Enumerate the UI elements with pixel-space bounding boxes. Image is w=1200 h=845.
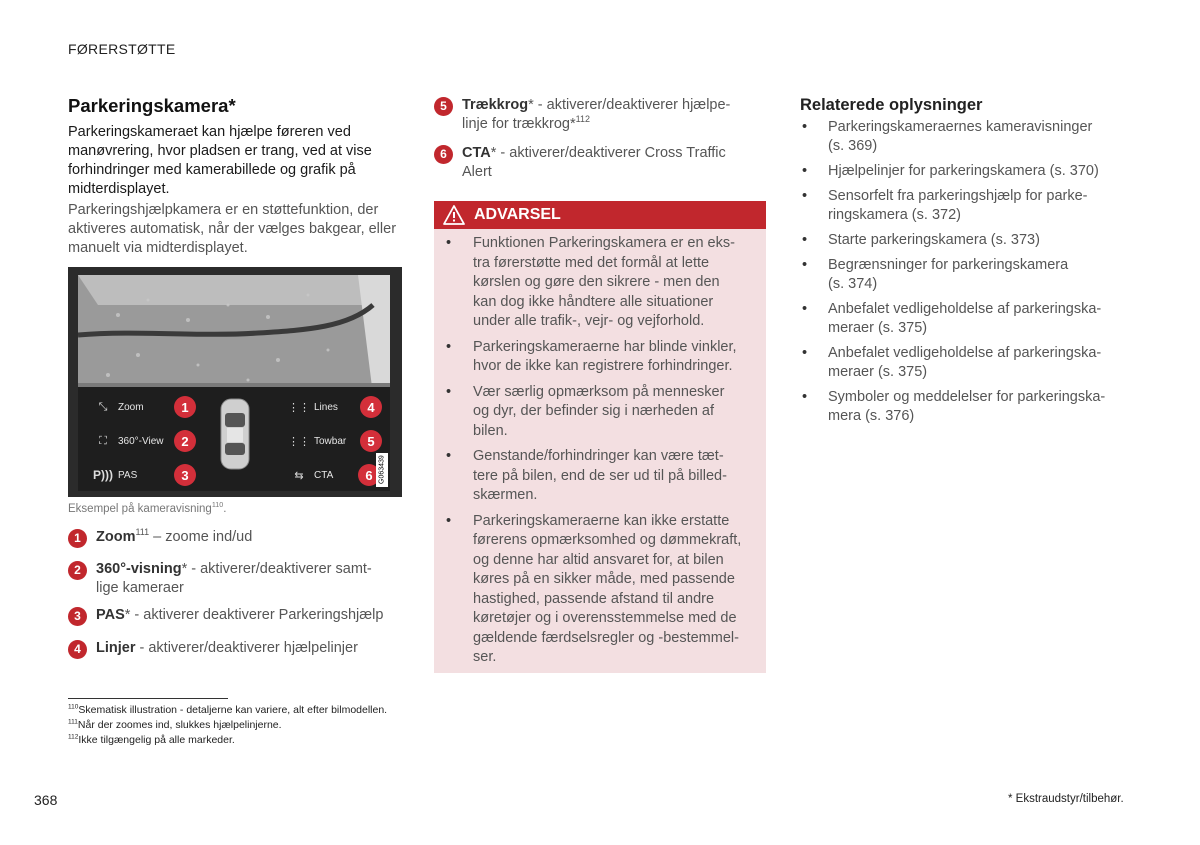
camera-lines-button[interactable]: ⋮⋮ Lines bbox=[290, 395, 390, 419]
article-body: Parkeringshjælpkamera er en støttefunktion, der aktiveres automatisk, når der vælges bakgear, eller manuelt via midterdisplayet. bbox=[68, 202, 397, 256]
guide-lines-icon: ⋮⋮ bbox=[288, 401, 310, 414]
car-top-view-icon bbox=[218, 397, 252, 471]
page-number: 368 bbox=[34, 792, 58, 808]
figure-caption: Eksempel på kameravisning$^{110}$. bbox=[68, 501, 227, 515]
camera-360-view-button[interactable]: ⛶ 360°-View bbox=[94, 429, 194, 453]
footnote-110: $^{110}$Skematisk illustration - detaljerne kan variere, alt efter bilmodellen. bbox=[68, 703, 388, 716]
warning-item: • Vær særlig opmærksom på mennesker og dyr, der befinder sig i nærheden af bilen. bbox=[446, 383, 758, 442]
camera-callout-3: 3 bbox=[174, 464, 196, 486]
warning-heading: ADVARSEL bbox=[474, 206, 561, 223]
related-info-title: Relaterede oplysninger bbox=[800, 96, 983, 114]
list-item: 4 Linjer - aktiverer/deaktiverer hjælpelinjer bbox=[68, 639, 398, 659]
footnote-ref-112[interactable]: 112 bbox=[575, 114, 590, 125]
camera-view bbox=[78, 275, 390, 395]
parking-sensor-icon: P))) bbox=[93, 468, 113, 482]
camera-road-image bbox=[78, 275, 390, 395]
article-intro bbox=[68, 95, 398, 258]
number-badge: 5 bbox=[434, 97, 453, 116]
camera-cta-button[interactable]: ⇆ CTA bbox=[290, 463, 390, 487]
related-link[interactable]: • Parkeringskameraernes kameravisninger (s. 369) bbox=[800, 118, 1130, 156]
list-item: 5 Trækkrog* - aktiverer/deaktiverer hjælpe- linje for trækkrog*$^{112}$ bbox=[434, 96, 764, 134]
camera-button-panel bbox=[78, 387, 390, 491]
footnote-ref-110[interactable]: 110 bbox=[211, 501, 224, 510]
list-item: 6 CTA* - aktiverer/deaktiverer Cross Traffic Alert bbox=[434, 144, 764, 182]
car-360-icon: ⛶ bbox=[99, 434, 107, 447]
number-badge: 4 bbox=[68, 640, 87, 659]
footnote-111: $^{111}$Når der zoomes ind, slukkes hjælpelinjerne. bbox=[68, 718, 282, 731]
article-lead: Parkeringskameraet kan hjælpe føreren ved manøvrering, hvor pladsen er trang, ved at vise forhindringer med kamerabillede og grafik på midterdisplayet. bbox=[68, 124, 372, 197]
related-link[interactable]: • Hjælpelinjer for parkeringskamera (s. 370) bbox=[800, 162, 1130, 181]
number-badge: 6 bbox=[434, 145, 453, 164]
list-item: 1 Zoom$^{111}$ – zoome ind/ud bbox=[68, 528, 398, 548]
camera-callout-2: 2 bbox=[174, 430, 196, 452]
related-link[interactable]: • Sensorfelt fra parkeringshjælp for parke- ringskamera (s. 372) bbox=[800, 187, 1130, 225]
related-link[interactable]: • Begrænsninger for parkeringskamera (s. 374) bbox=[800, 256, 1130, 294]
towbar-icon: ⋮⋮ bbox=[288, 435, 310, 448]
list-item: 2 360°-visning* - aktiverer/deaktiverer samt- lige kameraer bbox=[68, 560, 398, 598]
footnote-ref-111[interactable]: 111 bbox=[135, 527, 150, 538]
related-link[interactable]: • Anbefalet vedligeholdelse af parkeringska- meraer (s. 375) bbox=[800, 300, 1130, 338]
warning-item: • Funktionen Parkeringskamera er en eks- tra førerstøtte med det formål at lette kørslen og gøre den sikrere - men den kan dog ikke håndtere alle situationer under alle trafik-, vejr- og vejforhold. bbox=[446, 234, 758, 332]
warning-triangle-icon bbox=[434, 205, 474, 225]
article-title: Parkeringskamera* bbox=[68, 95, 236, 116]
warning-item: • Parkeringskameraerne kan ikke erstatte førerens opmærksomhed og dømmekraft, og denne har altid ansvaret for, at bilen køres på en sikker måde, med passende hastighed, passende afstand til andre køretøjer og i overensstemmelse med de gældende færdselsregler og -bestemmel- ser. bbox=[446, 512, 758, 668]
number-badge: 1 bbox=[68, 529, 87, 548]
camera-towbar-button[interactable]: ⋮⋮ Towbar bbox=[290, 429, 390, 453]
related-info-list bbox=[800, 118, 1130, 432]
camera-callout-1: 1 bbox=[174, 396, 196, 418]
cross-traffic-icon: ⇆ bbox=[294, 469, 304, 482]
section-header: FØRERSTØTTE bbox=[68, 41, 176, 57]
warning-item: • Parkeringskameraerne har blinde vinkler, hvor de ikke kan registrere forhindringer. bbox=[446, 338, 758, 377]
footer-note: * Ekstraudstyr/tilbehør. bbox=[1008, 793, 1124, 805]
footnote-112: $^{112}$Ikke tilgængelig på alle markeder. bbox=[68, 733, 235, 746]
zoom-arrows-icon: ⤡ bbox=[98, 400, 108, 413]
camera-screen-illustration bbox=[68, 267, 402, 497]
number-badge: 3 bbox=[68, 607, 87, 626]
warning-list bbox=[446, 234, 758, 668]
warning-item: • Genstande/forhindringer kan være tæt- tere på bilen, end de ser ud til på billed- skærmen. bbox=[446, 447, 758, 506]
footnote-divider bbox=[68, 698, 228, 699]
number-badge: 2 bbox=[68, 561, 87, 580]
camera-pas-button[interactable]: P))) PAS bbox=[93, 468, 138, 482]
camera-callout-4: 4 bbox=[360, 396, 382, 418]
camera-zoom-button[interactable]: ⤡ Zoom bbox=[94, 395, 194, 419]
related-link[interactable]: • Anbefalet vedligeholdelse af parkeringska- meraer (s. 375) bbox=[800, 344, 1130, 382]
list-item: 3 PAS* - aktiverer deaktiverer Parkeringshjælp bbox=[68, 606, 408, 626]
camera-callout-5: 5 bbox=[360, 430, 382, 452]
related-link[interactable]: • Symboler og meddelelser for parkeringska- mera (s. 376) bbox=[800, 388, 1130, 426]
camera-callout-6: 6 bbox=[358, 464, 380, 486]
warning-header bbox=[434, 201, 766, 229]
related-link[interactable]: • Starte parkeringskamera (s. 373) bbox=[800, 231, 1130, 250]
illustration-code: G063439 bbox=[376, 453, 388, 487]
